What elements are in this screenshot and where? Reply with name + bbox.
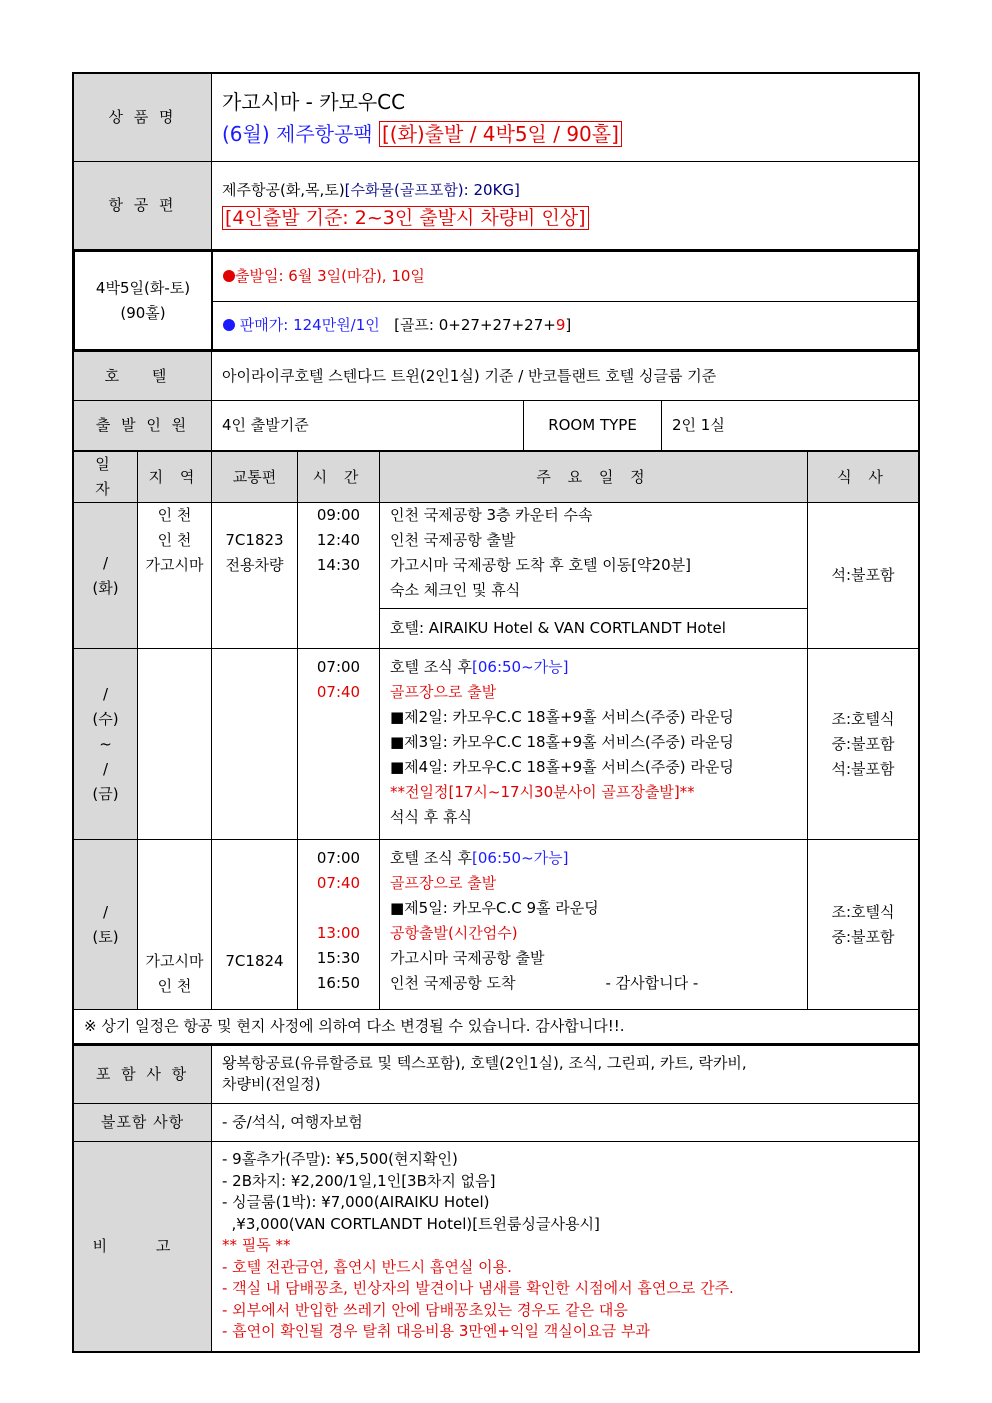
day1-item-4: 숙소 체크인 및 휴식	[390, 581, 521, 599]
day1-item-3: 가고시마 국제공항 도착 후 호텔 이동[약20분]	[390, 556, 691, 574]
terms-table	[73, 1044, 919, 1352]
day2-date	[74, 649, 138, 840]
hotel-people-table	[73, 351, 919, 451]
remarks-line-1: - 9홀추가(주말): ¥5,500(현지확인)	[222, 1150, 458, 1169]
remarks-line-2: - 2B차지: ¥2,200/1일,1인[3B차지 없음]	[222, 1171, 496, 1190]
flight-airline: 제주항공(화,목,토)	[222, 181, 345, 199]
hotel-label: 호 텔	[74, 352, 212, 401]
day2-transports	[212, 649, 298, 840]
day2-date-line2: (수)	[92, 709, 119, 728]
golf-breakdown	[394, 316, 571, 334]
day5-item-4: 공항출발(시간엄수)	[390, 924, 518, 942]
day1-regions	[138, 503, 212, 649]
day1-date	[74, 503, 138, 649]
product-title: 가고시마 - 카모우CC	[222, 89, 406, 114]
price: 판매가: 124만원/1인	[239, 315, 380, 334]
day1-items	[380, 503, 808, 609]
notice: ※ 상기 일정은 항공 및 현지 사정에 의하여 다소 변경될 수 있습니다. 감사합니다!!.	[74, 1010, 919, 1044]
schedule-summary-label-line1: 4박5일(화-토)	[95, 278, 191, 297]
golf-breakdown-suffix: ]	[565, 315, 572, 334]
remarks-line-3: - 싱글룸(1박): ¥7,000(AIRAIKU Hotel)	[222, 1193, 490, 1212]
day5-region-1: 가고시마	[145, 952, 204, 970]
day5-region-2: 인 천	[157, 977, 192, 995]
day1-date-line1: /	[102, 553, 109, 572]
day2-meals	[808, 649, 919, 840]
day2-night-note: **전일정[17시~17시30분사이 골프장출발]**	[390, 783, 695, 801]
day5-meal-2: 중:불포함	[831, 927, 895, 946]
day2-meal-3: 석:불포함	[831, 759, 895, 778]
day2-round-1: ■제2일: 카모우C.C 18홀+9홀 서비스(주중) 라운딩	[390, 708, 734, 726]
day1-hotel-line: 호텔: AIRAIKU Hotel & VAN CORTLANDT Hotel	[380, 609, 808, 649]
day2-time-2: 07:40	[316, 683, 361, 701]
remarks-red-line-1: - 호텔 전관금연, 흡연시 반드시 흡연실 이용.	[222, 1257, 512, 1276]
day2-meal-2: 중:불포함	[831, 734, 895, 753]
day5-regions	[138, 840, 212, 1010]
remarks-line-4: ,¥3,000(VAN CORTLANDT Hotel)[트윈룸싱글사용시]	[222, 1214, 600, 1233]
blue-circle-icon	[223, 319, 235, 331]
flight-line1	[222, 178, 908, 203]
day1-item-1: 인천 국제공항 3층 카운터 수속	[390, 506, 593, 524]
remarks-value	[212, 1141, 919, 1351]
day5-thanks: - 감사합니다 -	[605, 974, 699, 992]
remarks-red-line-3: - 외부에서 반입한 쓰레기 안에 담배꽁초있는 경우도 같은 대응	[222, 1300, 628, 1319]
day1-time-3: 14:30	[316, 556, 361, 574]
day2-rest: 석식 후 휴식	[390, 808, 472, 826]
day2-item-1-time: [06:50~가능]	[472, 658, 569, 676]
room-type-value: 2인 1실	[662, 401, 919, 451]
room-type-label: ROOM TYPE	[524, 401, 662, 451]
flight-notice: [4인출발 기준: 2~3인 출발시 차량비 인상]	[222, 206, 589, 230]
excluded-label: 불포함 사항	[74, 1103, 212, 1141]
day5-item-1-time: [06:50~가능]	[472, 849, 569, 867]
product-subtitle	[222, 118, 908, 150]
day2-item-2: 골프장으로 출발	[390, 683, 497, 701]
hotel-value: 아이라이쿠호텔 스텐다드 트윈(2인1실) 기준 / 반코틀랜트 호텔 싱글룸 기준	[212, 352, 919, 401]
day2-meal-1: 조:호텔식	[831, 709, 895, 728]
day1-time-2: 12:40	[316, 531, 361, 549]
day1-date-line2: (화)	[92, 578, 119, 597]
schedule-summary-table	[73, 250, 919, 351]
itinerary-document	[72, 72, 920, 1353]
day1-transport-1	[212, 503, 297, 528]
day5-item-6-text: 인천 국제공항 도착	[390, 974, 516, 992]
included-line-1: 왕복항공료(유류할증료 및 텍스포함), 호텔(2인1실), 조식, 그린피, 카트, 락카비,	[222, 1053, 747, 1072]
header-time: 시 간	[298, 452, 380, 503]
day5-items	[380, 840, 808, 1010]
day2-date-line5: (금)	[92, 784, 119, 803]
day2-times	[298, 649, 380, 840]
included-line-2: 차량비(전일정)	[222, 1075, 321, 1094]
remarks-must-read: ** 필독 **	[222, 1236, 291, 1255]
day5-item-3: ■제5일: 카모우C.C 9홀 라운딩	[390, 899, 599, 917]
golf-breakdown-extra: 9	[555, 315, 566, 334]
day5-item-1	[390, 846, 797, 871]
header-meal: 식 사	[808, 452, 919, 503]
day5-meal-1: 조:호텔식	[831, 902, 895, 921]
day5-time-4: 15:30	[316, 949, 361, 967]
header-schedule: 주 요 일 정	[380, 452, 808, 503]
included-label: 포 함 사 항	[74, 1045, 212, 1103]
day5-item-6	[390, 971, 797, 996]
day1-transport-3: 전용차량	[225, 556, 284, 574]
day1-transports	[212, 503, 298, 649]
day1-item-2: 인천 국제공항 출발	[390, 531, 516, 549]
remarks-label: 비 고	[74, 1141, 212, 1351]
day1-transport-2: 7C1823	[225, 531, 284, 549]
day5-time-2: 07:40	[316, 874, 361, 892]
schedule-summary-label	[74, 251, 212, 350]
product-subtitle-prefix: (6월) 제주항공팩	[222, 121, 373, 146]
day5-item-5: 가고시마 국제공항 출발	[390, 949, 545, 967]
day5-times	[298, 840, 380, 1010]
day5-time-blank	[298, 896, 379, 921]
red-circle-icon	[223, 270, 235, 282]
day2-time-1: 07:00	[316, 658, 361, 676]
day1-region-3: 가고시마	[145, 556, 204, 574]
schedule-summary-label-line2: (90홀)	[120, 303, 166, 322]
header-date: 일 자	[74, 452, 138, 503]
header-transport: 교통편	[212, 452, 298, 503]
day5-time-1: 07:00	[316, 849, 361, 867]
itinerary-table	[73, 451, 919, 1044]
day2-regions	[138, 649, 212, 840]
day5-transport-1: 7C1824	[225, 952, 284, 970]
day1-region-2: 인 천	[157, 531, 192, 549]
departure-people-label: 출 발 인 원	[74, 401, 212, 451]
remarks-red-line-2: - 객실 내 담배꽁초, 빈상자의 발견이나 냄새를 확인한 시점에서 흡연으로 간주.	[222, 1279, 734, 1298]
header-region: 지 역	[138, 452, 212, 503]
day2-items	[380, 649, 808, 840]
day5-date-line2: (토)	[92, 927, 119, 946]
day2-round-2: ■제3일: 카모우C.C 18홀+9홀 서비스(주중) 라운딩	[390, 733, 734, 751]
day1-region-1: 인 천	[157, 506, 192, 524]
included-value	[212, 1045, 919, 1103]
remarks-red-line-4: - 흡연이 확인될 경우 탈취 대응비용 3만엔+익일 객실이요금 부과	[222, 1322, 650, 1341]
product-subtitle-boxed: [(화)출발 / 4박5일 / 90홀]	[379, 121, 622, 147]
day5-transports	[212, 840, 298, 1010]
product-label: 상 품 명	[74, 74, 212, 162]
day2-date-line3: ~	[99, 734, 112, 753]
day2-item-1-text: 호텔 조식 후	[390, 658, 472, 676]
departure-people-value: 4인 출발기준	[212, 401, 524, 451]
flight-baggage: [수화물(골프포함): 20KG]	[344, 181, 520, 199]
day2-round-3: ■제4일: 카모우C.C 18홀+9홀 서비스(주중) 라운딩	[390, 758, 734, 776]
departure-dates: 출발일: 6월 3일(마감), 10일	[235, 266, 425, 285]
day5-meals	[808, 840, 919, 1010]
flight-label: 항 공 편	[74, 162, 212, 250]
day1-time-1: 09:00	[316, 506, 361, 524]
day5-item-2: 골프장으로 출발	[390, 874, 497, 892]
day5-date-line1: /	[102, 902, 109, 921]
day1-times	[298, 503, 380, 649]
day1-meal: 석:불포함	[808, 503, 919, 649]
day5-item-1-text: 호텔 조식 후	[390, 849, 472, 867]
excluded-value: - 중/석식, 여행자보험	[212, 1103, 919, 1141]
day2-date-line1: /	[102, 684, 109, 703]
golf-breakdown-prefix: [골프: 0+27+27+27+	[394, 315, 556, 334]
day5-time-5: 16:50	[316, 974, 361, 992]
day5-time-3: 13:00	[316, 924, 361, 942]
day2-item-1	[390, 655, 797, 680]
day5-date	[74, 840, 138, 1010]
day2-date-line4: /	[102, 759, 109, 778]
product-info-table	[73, 73, 919, 250]
